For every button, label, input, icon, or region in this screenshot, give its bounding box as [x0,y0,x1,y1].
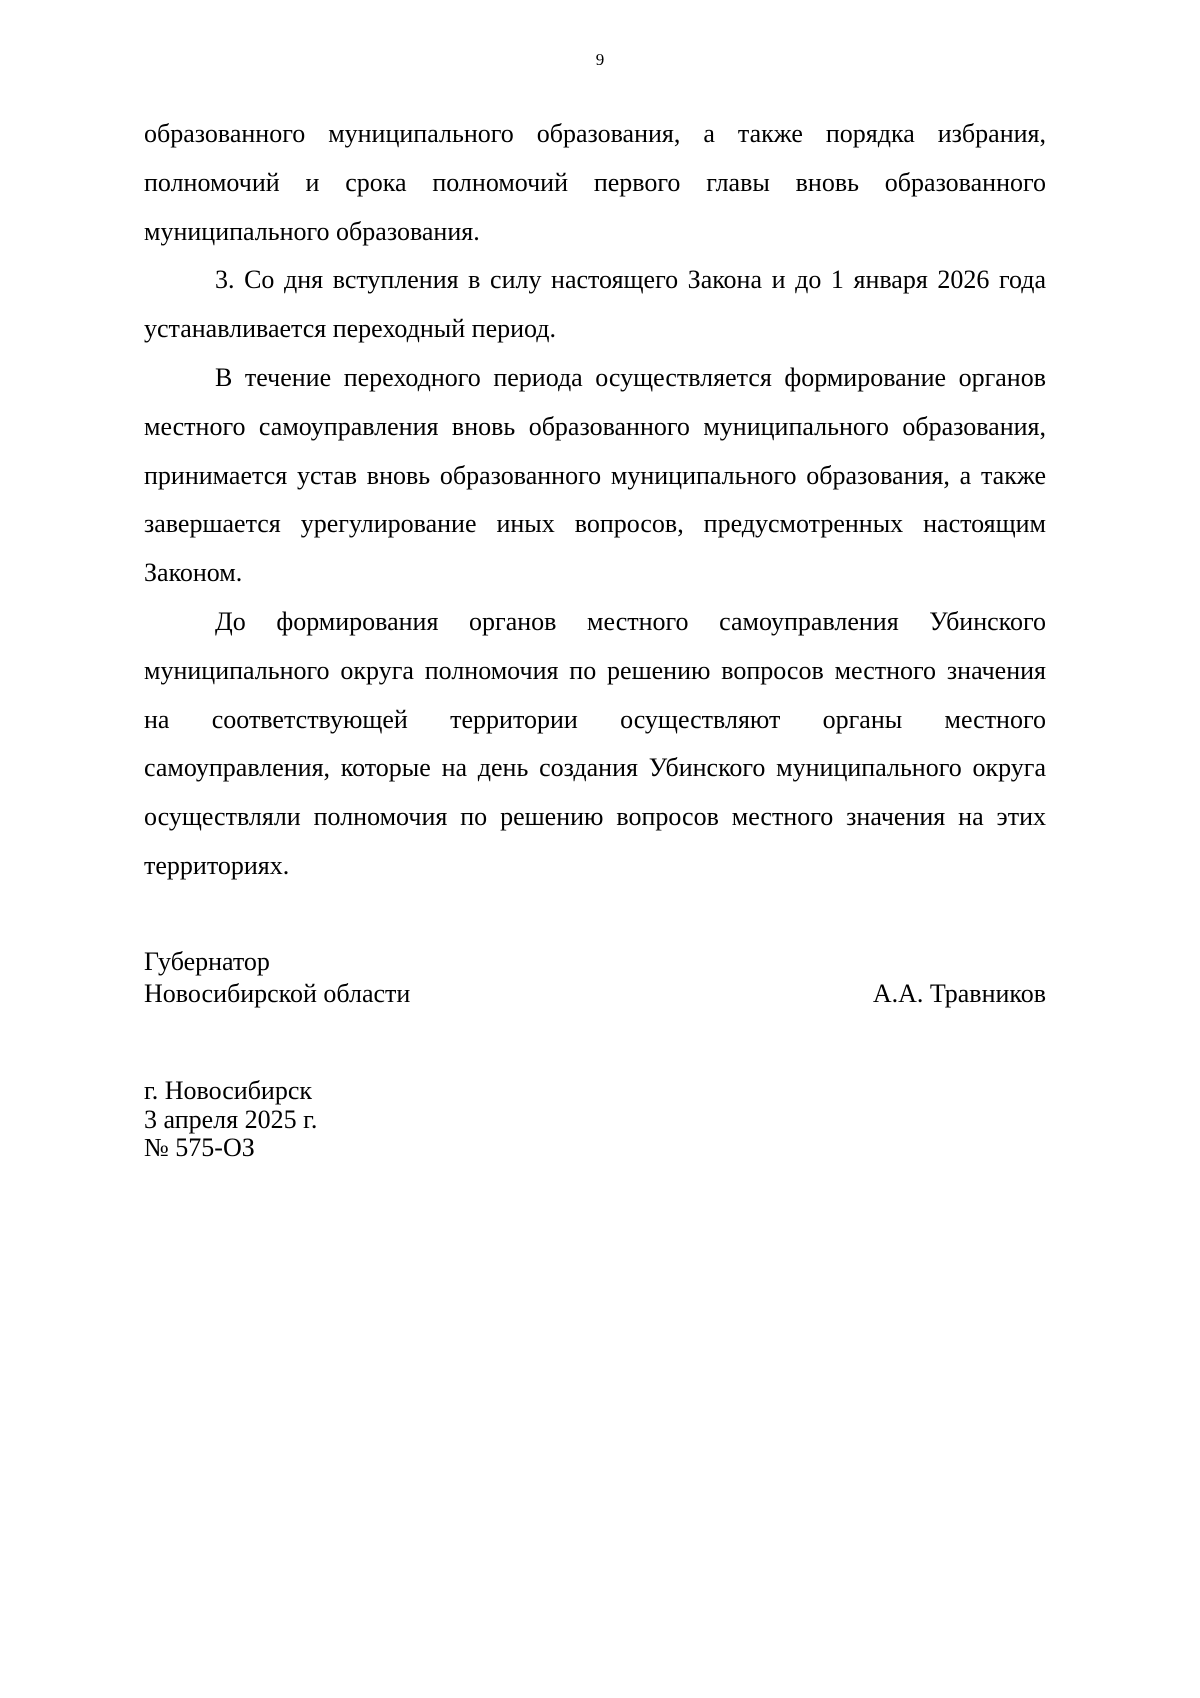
law-number: № 575-ОЗ [144,1133,255,1163]
place-date-number-block [144,1077,317,1163]
signature-row [144,978,1046,1010]
paragraph-transition-period: 3. Со дня вступления в силу настоящего Закона и до 1 января 2026 года устанавливается переходный период. [144,265,1046,344]
law-body-text [144,110,1046,891]
signatory-title-line1: Губернатор [144,947,270,976]
paragraph-transition-activities: В течение переходного периода осуществляется формирование органов местного самоуправления вновь образованного муниципального образования, принимается устав вновь образованного муниципального образования, а также завершается урегулирование иных вопросов, предусмотренных настоящим Законом. [144,362,1046,588]
adoption-date: 3 апреля 2025 г. [144,1104,318,1134]
signature-block [144,946,1046,1010]
city: г. Новосибирск [144,1076,313,1105]
paragraph-interim-authority: До формирования органов местного самоуправления Убинского муниципального округа полномочия по решению вопросов местного значения на соответствующей территории осуществляют органы местного самоуправления, которые на день создания Убинского муниципального округа осуществляли полномочия по решению вопросов местного значения на этих территориях. [144,606,1046,880]
signatory-name: А.А. Травников [872,979,1046,1008]
page-number: 9 [595,50,605,69]
signatory-title-line2: Новосибирской области [144,979,411,1008]
paragraph-continuation: образованного муниципального образования, а также порядка избрания, полномочий и срока полномочий первого главы вновь образованного муниципального образования. [144,119,1046,246]
